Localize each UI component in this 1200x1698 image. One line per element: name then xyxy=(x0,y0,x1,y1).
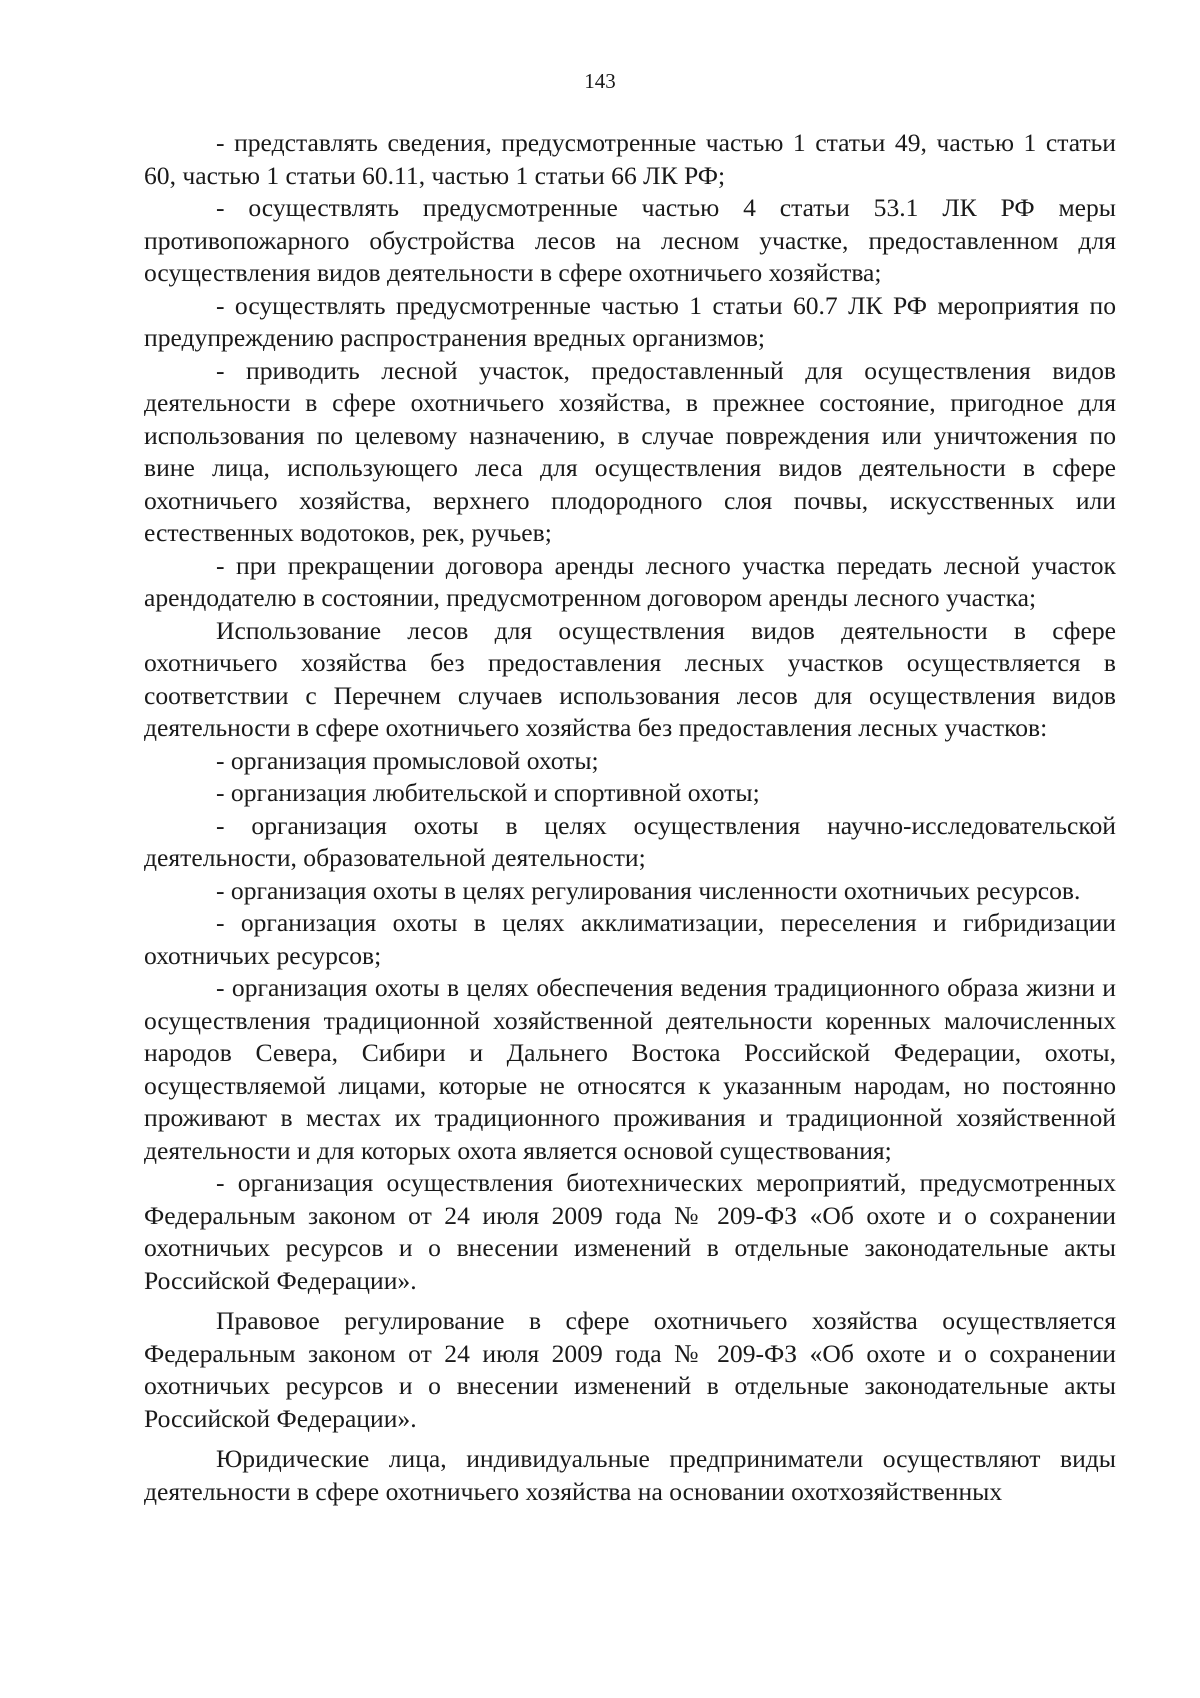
paragraph-legal-entities: Юридические лица, индивидуальные предприниматели осуществляют виды деятельности в сфере охотничьего хозяйства на основании охотхозяйственных xyxy=(144,1444,1116,1506)
list-item-population-regulation: - организация охоты в целях регулирования численности охотничьих ресурсов. xyxy=(216,875,1081,905)
list-item-amateur-sport-hunting: - организация любительской и спортивной охоты; xyxy=(216,778,760,807)
page-number: 143 xyxy=(584,69,616,93)
paragraph-return-forest-plot: - при прекращении договора аренды лесного участка передать лесной участок арендодателю в состоянии, предусмотренном договором аренды лесного участка; xyxy=(144,550,1116,612)
paragraph-pest-prevention: - осуществлять предусмотренные частью 1 статьи 60.7 ЛК РФ мероприятия по предупреждению распространения вредных организмов; xyxy=(144,290,1116,352)
list-item-biotechnical-measures: - организация осуществления биотехнических мероприятий, предусмотренных Федеральным законом от 24 июля 2009 года № 209-ФЗ «Об охоте и о сохранении охотничьих ресурсов и о внесении изменений в отдельные законодательные акты Российской Федерации». xyxy=(144,1168,1116,1295)
paragraph-fire-prevention-measures: - осуществлять предусмотренные частью 4 статьи 53.1 ЛК РФ меры противопожарного обустройства лесов на лесном участке, предоставленном для осуществления видов деятельности в сфере охотничьего хозяйства; xyxy=(144,193,1116,287)
list-item-acclimatization: - организация охоты в целях акклиматизации, переселения и гибридизации охотничьих ресурсов; xyxy=(144,908,1116,970)
paragraph-legal-regulation: Правовое регулирование в сфере охотничьего хозяйства осуществляется Федеральным законом от 24 июля 2009 года № 209-ФЗ «Об охоте и о сохранении охотничьих ресурсов и о внесении изменений в отдельные законодательные акты Российской Федерации». xyxy=(144,1306,1116,1433)
paragraph-restore-forest-plot: - приводить лесной участок, предоставленный для осуществления видов деятельности в сфере охотничьего хозяйства, в прежнее состояние, пригодное для использования по целевому назначению, в случае повреждения или уничтожения по вине лица, использующего леса для осуществления видов деятельности в сфере охотничьего хозяйства, верхнего плодородного слоя почвы, искусственных или естественных водотоков, рек, ручьев; xyxy=(144,355,1116,547)
paragraph-use-without-plots: Использование лесов для осуществления видов деятельности в сфере охотничьего хозяйства без предоставления лесных участков осуществляется в соответствии с Перечнем случаев использования лесов для осуществления видов деятельности в сфере охотничьего хозяйства без предоставления лесных участков: xyxy=(144,615,1116,742)
paragraph-provide-information: - представлять сведения, предусмотренные частью 1 статьи 49, частью 1 статьи 60, частью 1 статьи 60.11, частью 1 статьи 66 ЛК РФ; xyxy=(144,128,1116,190)
document-body xyxy=(144,127,1116,1508)
list-item-traditional-lifestyle: - организация охоты в целях обеспечения ведения традиционного образа жизни и осуществления традиционной хозяйственной деятельности коренных малочисленных народов Севера, Сибири и Дальнего Востока Российской Федерации, охоты, осуществляемой лицами, которые не относятся к указанным народам, но постоянно проживают в местах их традиционного проживания и традиционной хозяйственной деятельности и для которых охота является основой существования; xyxy=(144,973,1116,1165)
list-item-research-hunting: - организация охоты в целях осуществления научно-исследовательской деятельности, образовательной деятельности; xyxy=(144,810,1116,872)
list-item-commercial-hunting: - организация промысловой охоты; xyxy=(216,745,599,775)
